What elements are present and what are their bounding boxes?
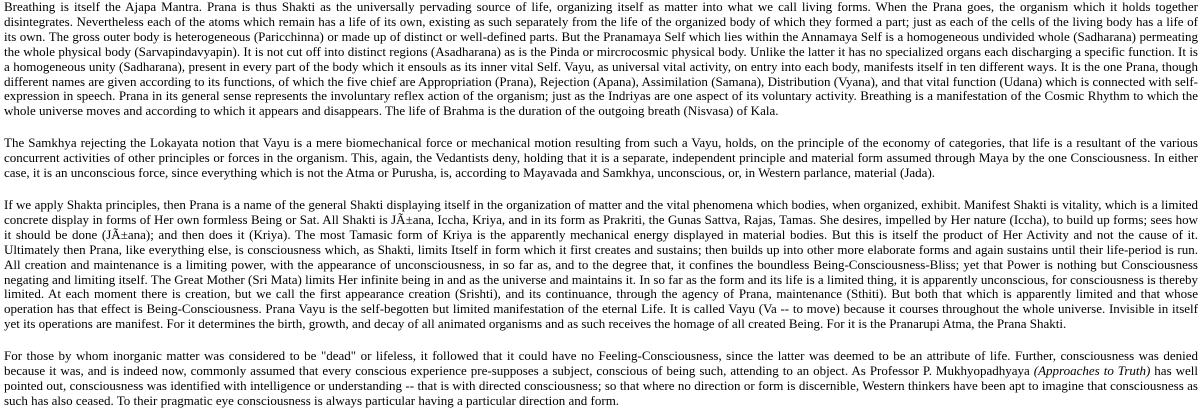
paragraph-inorganic-matter	[4, 349, 1198, 409]
paragraph-text-before-citation: For those by whom inorganic matter was considered to be "dead" or lifeless, it followed that it could have no Feeling-Consciousness, since the latter was deemed to be an attribute of life. Further, consciousness was denied because it was, and is indeed now, commonly assumed that every conscious experience pre-supposes a subject, conscious of being such, attending to an object. As Professor P. Mukhyopadhyaya	[4, 348, 1198, 379]
citation-approaches-to-truth: (Approaches to Truth)	[1033, 363, 1151, 379]
paragraph-ajapa-mantra: Breathing is itself the Ajapa Mantra. Prana is thus Shakti as the universally pervading source of life, organizing itself as matter into what we call living forms. When the Prana goes, the organism which it holds together disintegrates. Nevertheless each of the atoms which remain has a life of its own, existing as such separately from the life of the organized body of which they formed a part; just as each of the cells of the living body has a life of its own. The gross outer body is heterogeneous (Paricchinna) or made up of distinct or well-defined parts. But the Pranamaya Self which lies within the Annamaya Self is a homogeneous undivided whole (Sadharana) permeating the whole physical body (Sarvapindavyapin). It is not cut off into distinct regions (Asadharana) as is the Pinda or mircrocosmic physical body. Unlike the latter it has no specialized organs each discharging a specific function. It is a homogeneous unity (Sadharana), present in every part of the body which it ensouls as its inner vital Self. Vayu, as universal vital activity, on entry into each body, manifests itself in ten different ways. It is the one Prana, though different names are given according to its functions, of which the five chief are Appropriation (Prana), Rejection (Apana), Assimilation (Samana), Distribution (Vyana), and that vital function (Udana) which is connected with self-expression in speech. Prana in its general sense represents the involuntary reflex action of the organism; just as the Indriyas are one aspect of its voluntary activity. Breathing is a manifestation of the Cosmic Rhythm to which the whole universe moves and according to which it appears and disappears. The life of Brahma is the duration of the outgoing breath (Nisvasa) of Kala.	[4, 0, 1198, 119]
paragraph-text-after-citation: has well pointed out, consciousness was identified with intelligence or understanding -- that is with directed consciousness; so that where no direction or form is discernible, Western thinkers have been apt to imagine that consciousness as such has also ceased. To their pragmatic eye consciousness is always particular having a particular direction and form.	[4, 363, 1199, 408]
paragraph-samkhya: The Samkhya rejecting the Lokayata notion that Vayu is a mere biomechanical force or mechanical motion resulting from such a Vayu, holds, on the principle of the economy of categories, that life is a resultant of the various concurrent activities of other principles or forces in the organism. This, again, the Vedantists deny, holding that it is a separate, independent principle and material form assumed through Maya by the one Consciousness. In either case, it is an unconscious force, since everything which is not the Atma or Purusha, is, according to Mayavada and Samkhya, unconscious, or, in Western parlance, material (Jada).	[4, 135, 1198, 181]
paragraph-shakta-principles: If we apply Shakta principles, then Prana is a name of the general Shakti displaying itself in the organization of matter and the vital phenomena which bodies, when organized, exhibit. Manifest Shakti is vitality, which is a limited concrete display in forms of Her own formless Being or Sat. All Shakti is JÃ±ana, Iccha, Kriya, and in its form as Prakriti, the Gunas Sattva, Rajas, Tamas. She desires, impelled by Her nature (Iccha), to build up forms; sees how it should be done (JÃ±ana); and then does it (Kriya). The most Tamasic form of Kriya is the apparently mechanical energy displayed in material bodies. But this is itself the product of Her Activity and not the cause of it. Ultimately then Prana, like everything else, is consciousness which, as Shakti, limits Itself in form which it first creates and sustains; then builds up into other more elaborate forms and again sustains until their life-period is run. All creation and maintenance is a limiting power, with the appearance of unconsciousness, in so far as, and to the degree that, it confines the boundless Being-Consciousness-Bliss; yet that Power is nothing but Consciousness negating and limiting itself. The Great Mother (Sri Mata) limits Her infinite being in and as the universe and maintains it. In so far as the form and its life is a limited thing, it is apparently unconscious, for consciousness is thereby limited. At each moment there is creation, but we call the first appearance creation (Srishti), and its continuance, through the agency of Prana, maintenance (Sthiti). But both that which is apparently limited and that whose operation has that effect is Being-Consciousness. Prana Vayu is the self-begotten but limited manifestation of the eternal Life. It is called Vayu (Va -- to move) because it courses throughout the whole universe. Invisible in itself yet its operations are manifest. For it determines the birth, growth, and decay of all animated organisms and as such receives the homage of all created Being. For it is the Pranarupi Atma, the Prana Shakti.	[4, 196, 1198, 332]
